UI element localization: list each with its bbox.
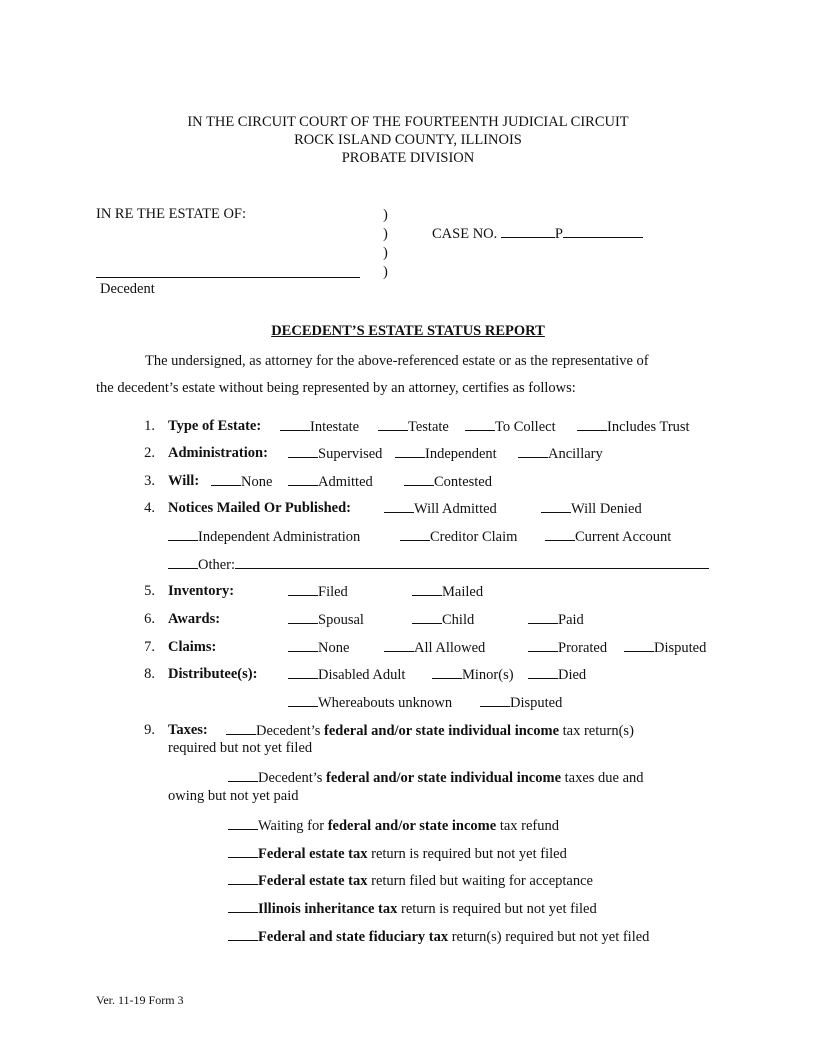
option-supervised[interactable]: Supervised — [288, 445, 382, 463]
court-name: IN THE CIRCUIT COURT OF THE FOURTEENTH JUDICIAL CIRCUIT — [187, 114, 629, 130]
option-child[interactable]: Child — [412, 611, 474, 629]
option-admitted[interactable]: Admitted — [288, 473, 373, 491]
tax-option-3[interactable]: Waiting for federal and/or state income tax refund — [228, 817, 559, 835]
option-spousal[interactable]: Spousal — [288, 611, 364, 629]
intro-line-2: the decedent’s estate without being represented by an attorney, certifies as follows: — [96, 380, 576, 396]
option-paid[interactable]: Paid — [528, 611, 584, 629]
option-intestate[interactable]: Intestate — [280, 418, 359, 436]
report-title: DECEDENT’S ESTATE STATUS REPORT — [271, 323, 545, 339]
tax-option-1[interactable]: Decedent’s federal and/or state individual income tax return(s) — [226, 722, 634, 740]
option-prorated[interactable]: Prorated — [528, 639, 607, 657]
decedent-label: Decedent — [100, 281, 155, 297]
option-minors[interactable]: Minor(s) — [432, 666, 514, 684]
tax-option-2-cont: owing but not yet paid — [168, 788, 299, 804]
option-to-collect[interactable]: To Collect — [465, 418, 556, 436]
option-all-allowed[interactable]: All Allowed — [384, 639, 485, 657]
option-testate[interactable]: Testate — [378, 418, 449, 436]
option-whereabouts-unknown[interactable]: Whereabouts unknown — [288, 694, 452, 712]
tax-option-5[interactable]: Federal estate tax return filed but waiting for acceptance — [228, 872, 593, 890]
caption-paren: ) — [383, 245, 388, 261]
caption-paren: ) — [383, 207, 388, 223]
option-creditor-claim[interactable]: Creditor Claim — [400, 528, 517, 546]
option-includes-trust[interactable]: Includes Trust — [577, 418, 690, 436]
option-independent-administration[interactable]: Independent Administration — [168, 528, 360, 546]
caption-paren: ) — [383, 226, 388, 242]
case-no-mid: P — [554, 226, 563, 242]
caption-paren: ) — [383, 264, 388, 280]
option-filed[interactable]: Filed — [288, 583, 348, 601]
decedent-name-line[interactable] — [96, 263, 360, 278]
option-will-denied[interactable]: Will Denied — [541, 500, 642, 518]
division-name: PROBATE DIVISION — [341, 150, 475, 166]
form-version: Ver. 11-19 Form 3 — [96, 993, 184, 1007]
intro-line-1: The undersigned, as attorney for the above-referenced estate or as the representative of — [145, 353, 649, 369]
option-mailed[interactable]: Mailed — [412, 583, 483, 601]
option-ancillary[interactable]: Ancillary — [518, 445, 603, 463]
option-claims-none[interactable]: None — [288, 639, 349, 657]
option-other[interactable]: Other: — [168, 556, 709, 574]
option-current-account[interactable]: Current Account — [545, 528, 671, 546]
case-number-field[interactable] — [432, 225, 643, 243]
option-disputed[interactable]: Disputed — [624, 639, 706, 657]
tax-option-4[interactable]: Federal estate tax return is required but not yet filed — [228, 845, 567, 863]
option-will-admitted[interactable]: Will Admitted — [384, 500, 497, 518]
option-none[interactable]: None — [211, 473, 272, 491]
option-independent[interactable]: Independent — [395, 445, 497, 463]
tax-option-7[interactable]: Federal and state fiduciary tax return(s) required but not yet filed — [228, 928, 649, 946]
option-contested[interactable]: Contested — [404, 473, 492, 491]
tax-option-2[interactable]: Decedent’s federal and/or state individual income taxes due and — [228, 769, 644, 787]
option-died[interactable]: Died — [528, 666, 586, 684]
option-distributee-disputed[interactable]: Disputed — [480, 694, 562, 712]
option-disabled-adult[interactable]: Disabled Adult — [288, 666, 405, 684]
case-no-label: CASE NO. — [432, 226, 498, 242]
county-name: ROCK ISLAND COUNTY, ILLINOIS — [294, 132, 522, 148]
tax-option-6[interactable]: Illinois inheritance tax return is required but not yet filed — [228, 900, 597, 918]
tax-option-1-cont: required but not yet filed — [168, 740, 313, 756]
in-re-label: IN RE THE ESTATE OF: — [96, 206, 247, 222]
